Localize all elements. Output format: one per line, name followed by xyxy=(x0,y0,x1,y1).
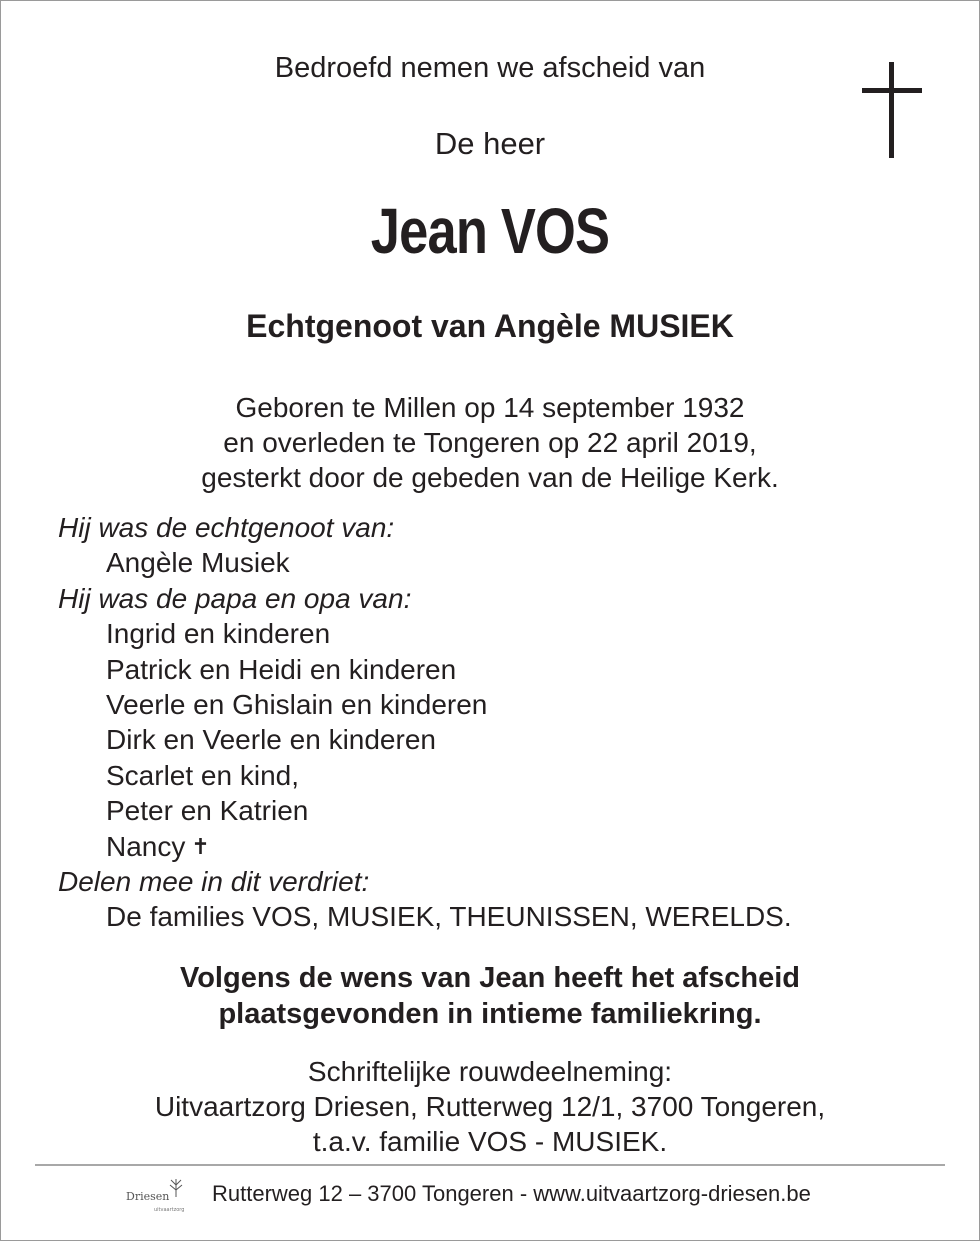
list-item: Veerle en Ghislain en kinderen xyxy=(106,688,488,720)
list-item xyxy=(58,829,938,864)
condolence-address: Uitvaartzorg Driesen, Rutterweg 12/1, 3700 Tongeren, xyxy=(154,1091,826,1122)
condolence-heading: Schriftelijke rouwdeelneming: xyxy=(307,1056,673,1087)
spouse-heading: Hij was de echtgenoot van: xyxy=(58,512,395,543)
spouse-name: Angèle Musiek xyxy=(106,547,290,579)
list-item: Patrick en Heidi en kinderen xyxy=(106,653,457,685)
death-line: en overleden te Tongeren op 22 april 2019, xyxy=(223,427,757,458)
wish-line: plaatsgevonden in intieme familiekring. xyxy=(218,998,762,1030)
list-item: Peter en Katrien xyxy=(106,795,309,827)
birth-line: Geboren te Millen op 14 september 1932 xyxy=(235,392,745,423)
wish-line: Volgens de wens van Jean heeft het afscheid xyxy=(180,962,800,994)
wish-notice xyxy=(0,960,980,1032)
driesen-logo xyxy=(124,1173,194,1217)
deceased-cross-icon: ✝ xyxy=(191,833,210,859)
list-item: Scarlet en kind, xyxy=(106,759,299,791)
list-item: Ingrid en kinderen xyxy=(106,618,331,650)
families-line: De families VOS, MUSIEK, THEUNISSEN, WERELDS. xyxy=(106,901,792,933)
spouse-line: Echtgenoot van Angèle MUSIEK xyxy=(246,308,734,344)
deceased-name: Jean VOS xyxy=(370,195,610,267)
church-line: gesterkt door de gebeden van de Heilige Kerk. xyxy=(201,462,779,493)
logo-text: Driesen xyxy=(126,1190,170,1203)
logo-subtext: uitvaartzorg xyxy=(154,1207,185,1213)
condolence-attention: t.a.v. familie VOS - MUSIEK. xyxy=(312,1126,668,1157)
list-item: Dirk en Veerle en kinderen xyxy=(106,724,436,756)
birth-death-info xyxy=(0,390,980,495)
footer-address: Rutterweg 12 – 3700 Tongeren - www.uitvaartzorg-driesen.be xyxy=(212,1181,811,1206)
children-heading: Hij was de papa en opa van: xyxy=(58,582,412,614)
condolence-info xyxy=(0,1054,980,1159)
divider xyxy=(35,1164,945,1166)
family-list xyxy=(58,510,938,935)
child-name: Nancy xyxy=(106,830,186,862)
share-heading: Delen mee in dit verdriet: xyxy=(58,865,370,897)
latin-cross-icon xyxy=(862,62,922,158)
honorific: De heer xyxy=(434,126,546,161)
intro-text: Bedroefd nemen we afscheid van xyxy=(274,52,706,84)
